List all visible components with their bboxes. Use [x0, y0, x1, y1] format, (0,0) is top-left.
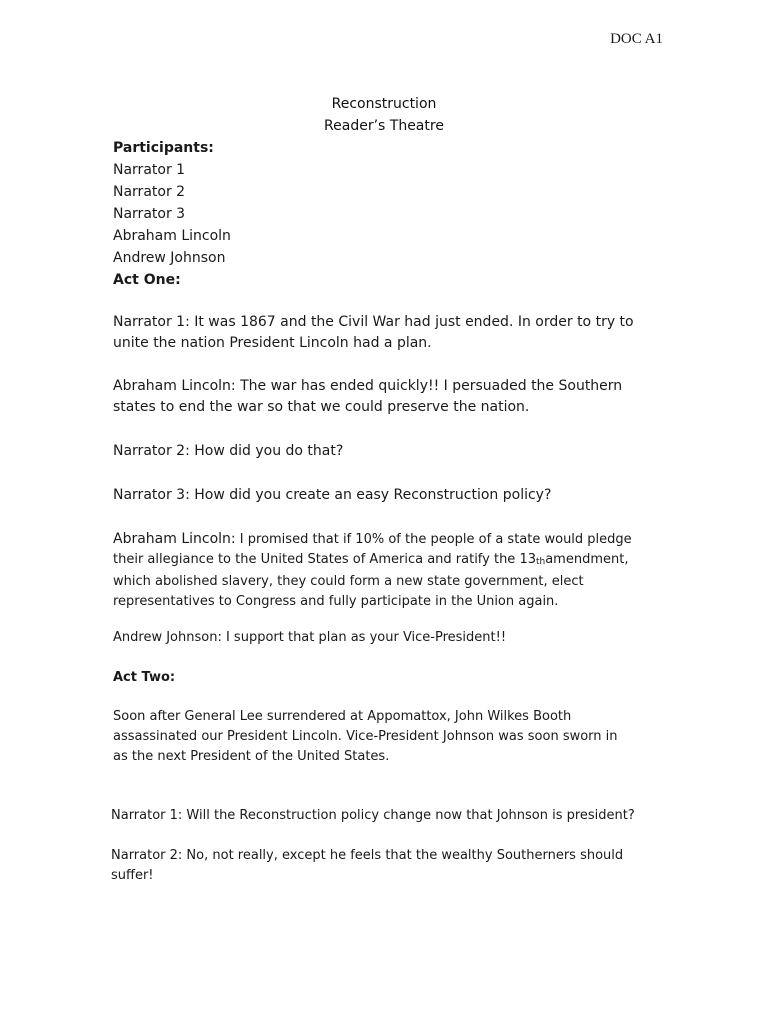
line-text: No, not really, except he feels that the wealthy Southerners should suffer!	[111, 848, 624, 883]
speaker-label: Narrator 1:	[113, 314, 190, 330]
speaker-label: Narrator 1:	[111, 808, 183, 823]
script-line	[113, 312, 653, 354]
script-line	[113, 376, 653, 418]
superscript-text: th	[535, 557, 546, 567]
page-subtitle: Reader’s Theatre	[324, 118, 444, 134]
script-line	[113, 441, 653, 462]
act-two-intro: Soon after General Lee surrendered at Appomattox, John Wilkes Booth assassinated our President Lincoln. Vice-President Johnson was soon sworn in as the next President of the United States.	[113, 709, 618, 764]
participant-item: Narrator 3	[113, 206, 186, 222]
participant-item: Narrator 1	[113, 162, 186, 178]
participant-item: Narrator 2	[113, 184, 186, 200]
act-two-heading: Act Two:	[113, 670, 176, 685]
speaker-label: Abraham Lincoln:	[113, 531, 236, 547]
script-line	[113, 485, 653, 506]
line-text: How did you create an easy Reconstruction policy?	[189, 487, 552, 503]
participants-section	[113, 137, 231, 291]
speaker-label: Andrew Johnson:	[113, 630, 222, 645]
participant-item: Abraham Lincoln	[113, 228, 231, 244]
line-text: I promised that if 10% of the people of a state would pledge their allegiance to the United States of America and ratify the 13	[113, 532, 632, 567]
speaker-label: Narrator 3:	[113, 487, 190, 503]
script-line	[111, 846, 636, 886]
line-text: The war has ended quickly!! I persuaded the Southern states to end the war so that we could preserve the nation.	[113, 378, 623, 415]
act-one-heading: Act One:	[113, 272, 181, 288]
speaker-label: Narrator 2:	[111, 848, 183, 863]
participant-item: Andrew Johnson	[113, 250, 226, 266]
line-text: How did you do that?	[189, 443, 344, 459]
line-text: amendment, which abolished slavery, they could form a new state government, elect representatives to Congress and fully participate in the Union again.	[113, 552, 629, 609]
script-line	[111, 806, 671, 826]
document-id: DOC A1	[610, 31, 663, 47]
script-line	[113, 529, 643, 612]
participants-heading: Participants:	[113, 140, 214, 156]
page-title: Reconstruction	[331, 96, 437, 112]
speaker-label: Narrator 2:	[113, 443, 190, 459]
line-text: It was 1867 and the Civil War had just ended. In order to try to unite the nation President Lincoln had a plan.	[113, 314, 634, 351]
script-line	[113, 628, 653, 648]
line-text: Will the Reconstruction policy change now that Johnson is president?	[182, 808, 635, 823]
line-text: I support that plan as your Vice-President!!	[221, 630, 507, 645]
speaker-label: Abraham Lincoln:	[113, 378, 236, 394]
